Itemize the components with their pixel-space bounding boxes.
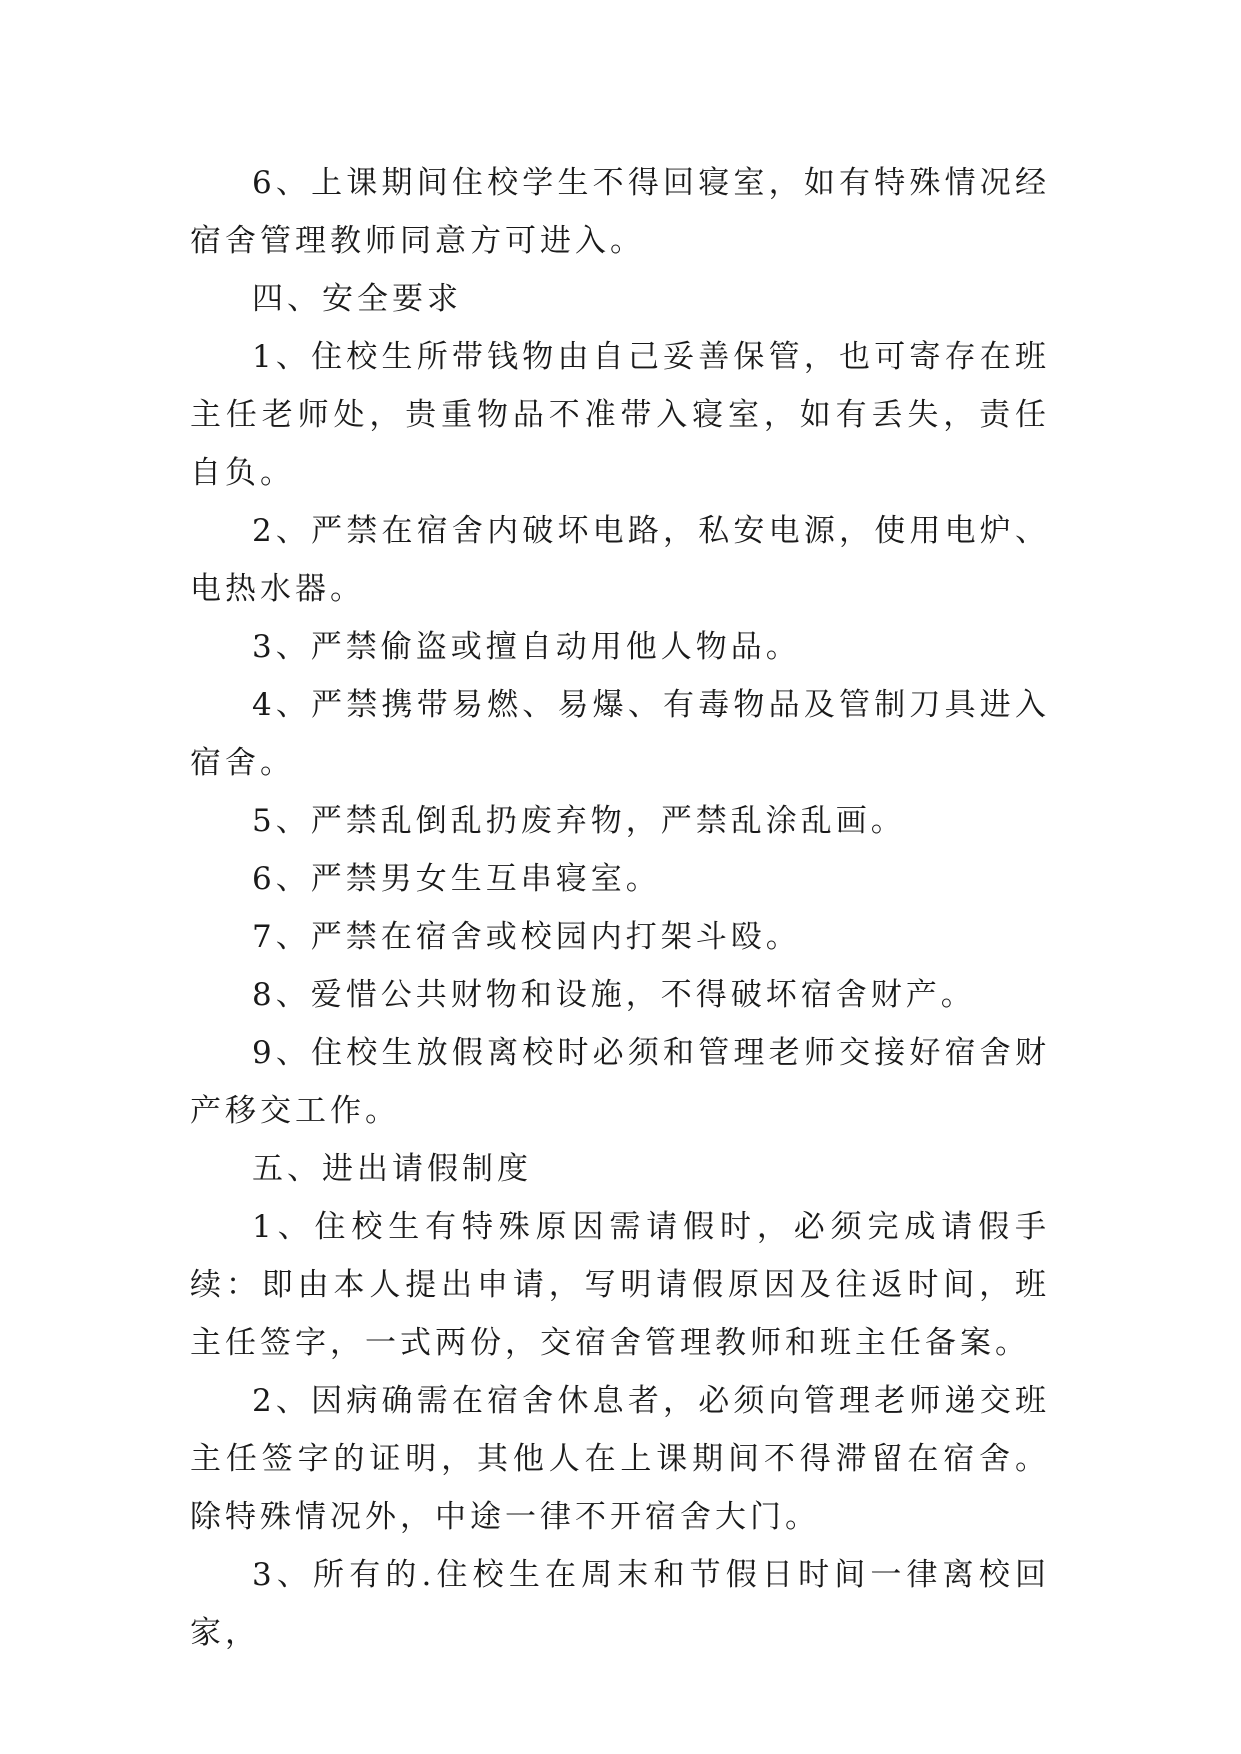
paragraph-leave-2: 2、因病确需在宿舍休息者，必须向管理老师递交班主任签字的证明，其他人在上课期间不得滞留在宿舍。除特殊情况外，中途一律不开宿舍大门。 xyxy=(190,1383,1050,1535)
paragraph-safety-1: 1、住校生所带钱物由自己妥善保管，也可寄存在班主任老师处，贵重物品不准带入寝室，如有丢失，责任自负。 xyxy=(190,339,1050,491)
document-body xyxy=(190,154,1050,1662)
paragraph-safety-6: 6、严禁男女生互串寝室。 xyxy=(252,861,661,897)
paragraph-rule-6-class-time: 6、上课期间住校学生不得回寝室，如有特殊情况经宿舍管理教师同意方可进入。 xyxy=(190,165,1050,259)
paragraph-safety-5: 5、严禁乱倒乱扔废弃物，严禁乱涂乱画。 xyxy=(252,803,906,839)
paragraph-safety-3: 3、严禁偷盗或擅自动用他人物品。 xyxy=(252,629,801,665)
section-heading-leave: 五、进出请假制度 xyxy=(252,1151,532,1187)
paragraph-leave-1: 1、住校生有特殊原因需请假时，必须完成请假手续：即由本人提出申请，写明请假原因及往返时间，班主任签字，一式两份，交宿舍管理教师和班主任备案。 xyxy=(190,1209,1050,1361)
paragraph-leave-3: 3、所有的.住校生在周末和节假日时间一律离校回家， xyxy=(190,1557,1050,1651)
paragraph-safety-4: 4、严禁携带易燃、易爆、有毒物品及管制刀具进入宿舍。 xyxy=(190,687,1050,781)
paragraph-safety-7: 7、严禁在宿舍或校园内打架斗殴。 xyxy=(252,919,801,955)
paragraph-safety-2: 2、严禁在宿舍内破坏电路，私安电源，使用电炉、电热水器。 xyxy=(190,513,1050,607)
paragraph-safety-8: 8、爱惜公共财物和设施，不得破坏宿舍财产。 xyxy=(252,977,976,1013)
section-heading-safety: 四、安全要求 xyxy=(252,281,462,317)
paragraph-safety-9: 9、住校生放假离校时必须和管理老师交接好宿舍财产移交工作。 xyxy=(190,1035,1050,1129)
